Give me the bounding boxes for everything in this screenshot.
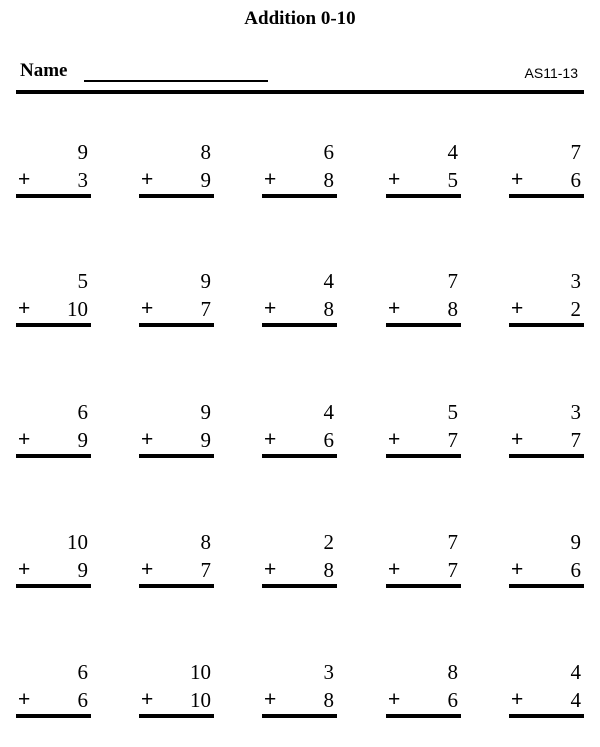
answer-line: [139, 323, 214, 327]
addend-bottom: 8: [447, 297, 458, 321]
addition-problem: [16, 269, 91, 339]
plus-sign: +: [141, 558, 154, 581]
addend-top: 7: [447, 530, 458, 554]
addend-top: 9: [77, 140, 88, 164]
answer-line: [386, 454, 461, 458]
answer-line: [509, 194, 584, 198]
answer-line: [386, 584, 461, 588]
addition-problem: [386, 140, 461, 210]
plus-sign: +: [511, 688, 524, 711]
addend-top: 6: [77, 660, 88, 684]
plus-sign: +: [511, 297, 524, 320]
addition-problem: [386, 269, 461, 339]
addend-top: 6: [323, 140, 334, 164]
answer-line: [509, 584, 584, 588]
addend-top: 7: [570, 140, 581, 164]
plus-sign: +: [264, 168, 277, 191]
answer-line: [16, 584, 91, 588]
addend-top: 4: [570, 660, 581, 684]
addition-problem: [16, 660, 91, 730]
addend-bottom: 5: [447, 168, 458, 192]
answer-line: [16, 194, 91, 198]
addition-problem: [139, 400, 214, 470]
answer-line: [16, 323, 91, 327]
addend-top: 8: [447, 660, 458, 684]
addend-top: 4: [323, 269, 334, 293]
addend-top: 10: [67, 530, 88, 554]
plus-sign: +: [18, 688, 31, 711]
addend-bottom: 6: [323, 428, 334, 452]
addend-bottom: 8: [323, 297, 334, 321]
answer-line: [139, 194, 214, 198]
plus-sign: +: [388, 297, 401, 320]
addend-bottom: 8: [323, 168, 334, 192]
answer-line: [139, 714, 214, 718]
answer-line: [509, 714, 584, 718]
addition-problem: [16, 530, 91, 600]
addend-bottom: 6: [77, 688, 88, 712]
plus-sign: +: [264, 428, 277, 451]
addend-bottom: 7: [200, 297, 211, 321]
plus-sign: +: [264, 558, 277, 581]
addend-top: 8: [200, 530, 211, 554]
answer-line: [262, 194, 337, 198]
answer-line: [509, 323, 584, 327]
plus-sign: +: [264, 688, 277, 711]
addition-problem: [139, 530, 214, 600]
plus-sign: +: [388, 558, 401, 581]
addend-top: 5: [77, 269, 88, 293]
addition-problem: [509, 530, 584, 600]
plus-sign: +: [18, 428, 31, 451]
plus-sign: +: [141, 428, 154, 451]
plus-sign: +: [18, 168, 31, 191]
plus-sign: +: [511, 168, 524, 191]
answer-line: [16, 714, 91, 718]
addition-problem: [139, 140, 214, 210]
plus-sign: +: [264, 297, 277, 320]
plus-sign: +: [141, 168, 154, 191]
answer-line: [139, 584, 214, 588]
plus-sign: +: [388, 168, 401, 191]
addend-bottom: 7: [200, 558, 211, 582]
addition-problem: [139, 660, 214, 730]
worksheet-title: Addition 0-10: [244, 8, 356, 29]
addend-top: 4: [447, 140, 458, 164]
addend-bottom: 7: [447, 428, 458, 452]
answer-line: [262, 454, 337, 458]
answer-line: [262, 714, 337, 718]
addend-top: 7: [447, 269, 458, 293]
plus-sign: +: [141, 688, 154, 711]
addend-bottom: 8: [323, 558, 334, 582]
addend-top: 3: [570, 269, 581, 293]
addition-problem: [509, 269, 584, 339]
answer-line: [509, 454, 584, 458]
addend-bottom: 9: [77, 428, 88, 452]
addend-top: 6: [77, 400, 88, 424]
addition-problem: [386, 660, 461, 730]
addend-top: 3: [570, 400, 581, 424]
addend-bottom: 6: [447, 688, 458, 712]
addend-top: 9: [200, 269, 211, 293]
addend-top: 8: [200, 140, 211, 164]
answer-line: [262, 323, 337, 327]
addend-top: 3: [323, 660, 334, 684]
answer-line: [16, 454, 91, 458]
answer-line: [262, 584, 337, 588]
name-label: Name: [20, 60, 68, 81]
addend-bottom: 10: [190, 688, 211, 712]
worksheet-code: AS11-13: [524, 65, 578, 81]
addend-bottom: 7: [447, 558, 458, 582]
addend-bottom: 9: [200, 168, 211, 192]
answer-line: [139, 454, 214, 458]
plus-sign: +: [511, 428, 524, 451]
addend-bottom: 9: [200, 428, 211, 452]
addition-problem: [509, 400, 584, 470]
addition-problem: [16, 400, 91, 470]
addition-problem: [509, 140, 584, 210]
addend-top: 4: [323, 400, 334, 424]
plus-sign: +: [18, 297, 31, 320]
addend-top: 9: [570, 530, 581, 554]
addend-bottom: 7: [570, 428, 581, 452]
plus-sign: +: [388, 688, 401, 711]
addend-top: 2: [323, 530, 334, 554]
addition-problem: [386, 530, 461, 600]
addend-bottom: 6: [570, 168, 581, 192]
addend-top: 9: [200, 400, 211, 424]
answer-line: [386, 714, 461, 718]
addend-top: 5: [447, 400, 458, 424]
addend-bottom: 4: [570, 688, 581, 712]
addition-problem: [262, 660, 337, 730]
addition-problem: [262, 140, 337, 210]
plus-sign: +: [388, 428, 401, 451]
plus-sign: +: [511, 558, 524, 581]
addend-bottom: 9: [77, 558, 88, 582]
addend-bottom: 3: [77, 168, 88, 192]
addition-problem: [16, 140, 91, 210]
addend-bottom: 8: [323, 688, 334, 712]
plus-sign: +: [141, 297, 154, 320]
answer-line: [386, 323, 461, 327]
addend-bottom: 6: [570, 558, 581, 582]
plus-sign: +: [18, 558, 31, 581]
addition-problem: [139, 269, 214, 339]
addition-problem: [262, 269, 337, 339]
addition-problem: [262, 530, 337, 600]
addend-bottom: 10: [67, 297, 88, 321]
answer-line: [386, 194, 461, 198]
addition-problem: [386, 400, 461, 470]
addition-problem: [509, 660, 584, 730]
addition-problem: [262, 400, 337, 470]
addend-bottom: 2: [570, 297, 581, 321]
addend-top: 10: [190, 660, 211, 684]
